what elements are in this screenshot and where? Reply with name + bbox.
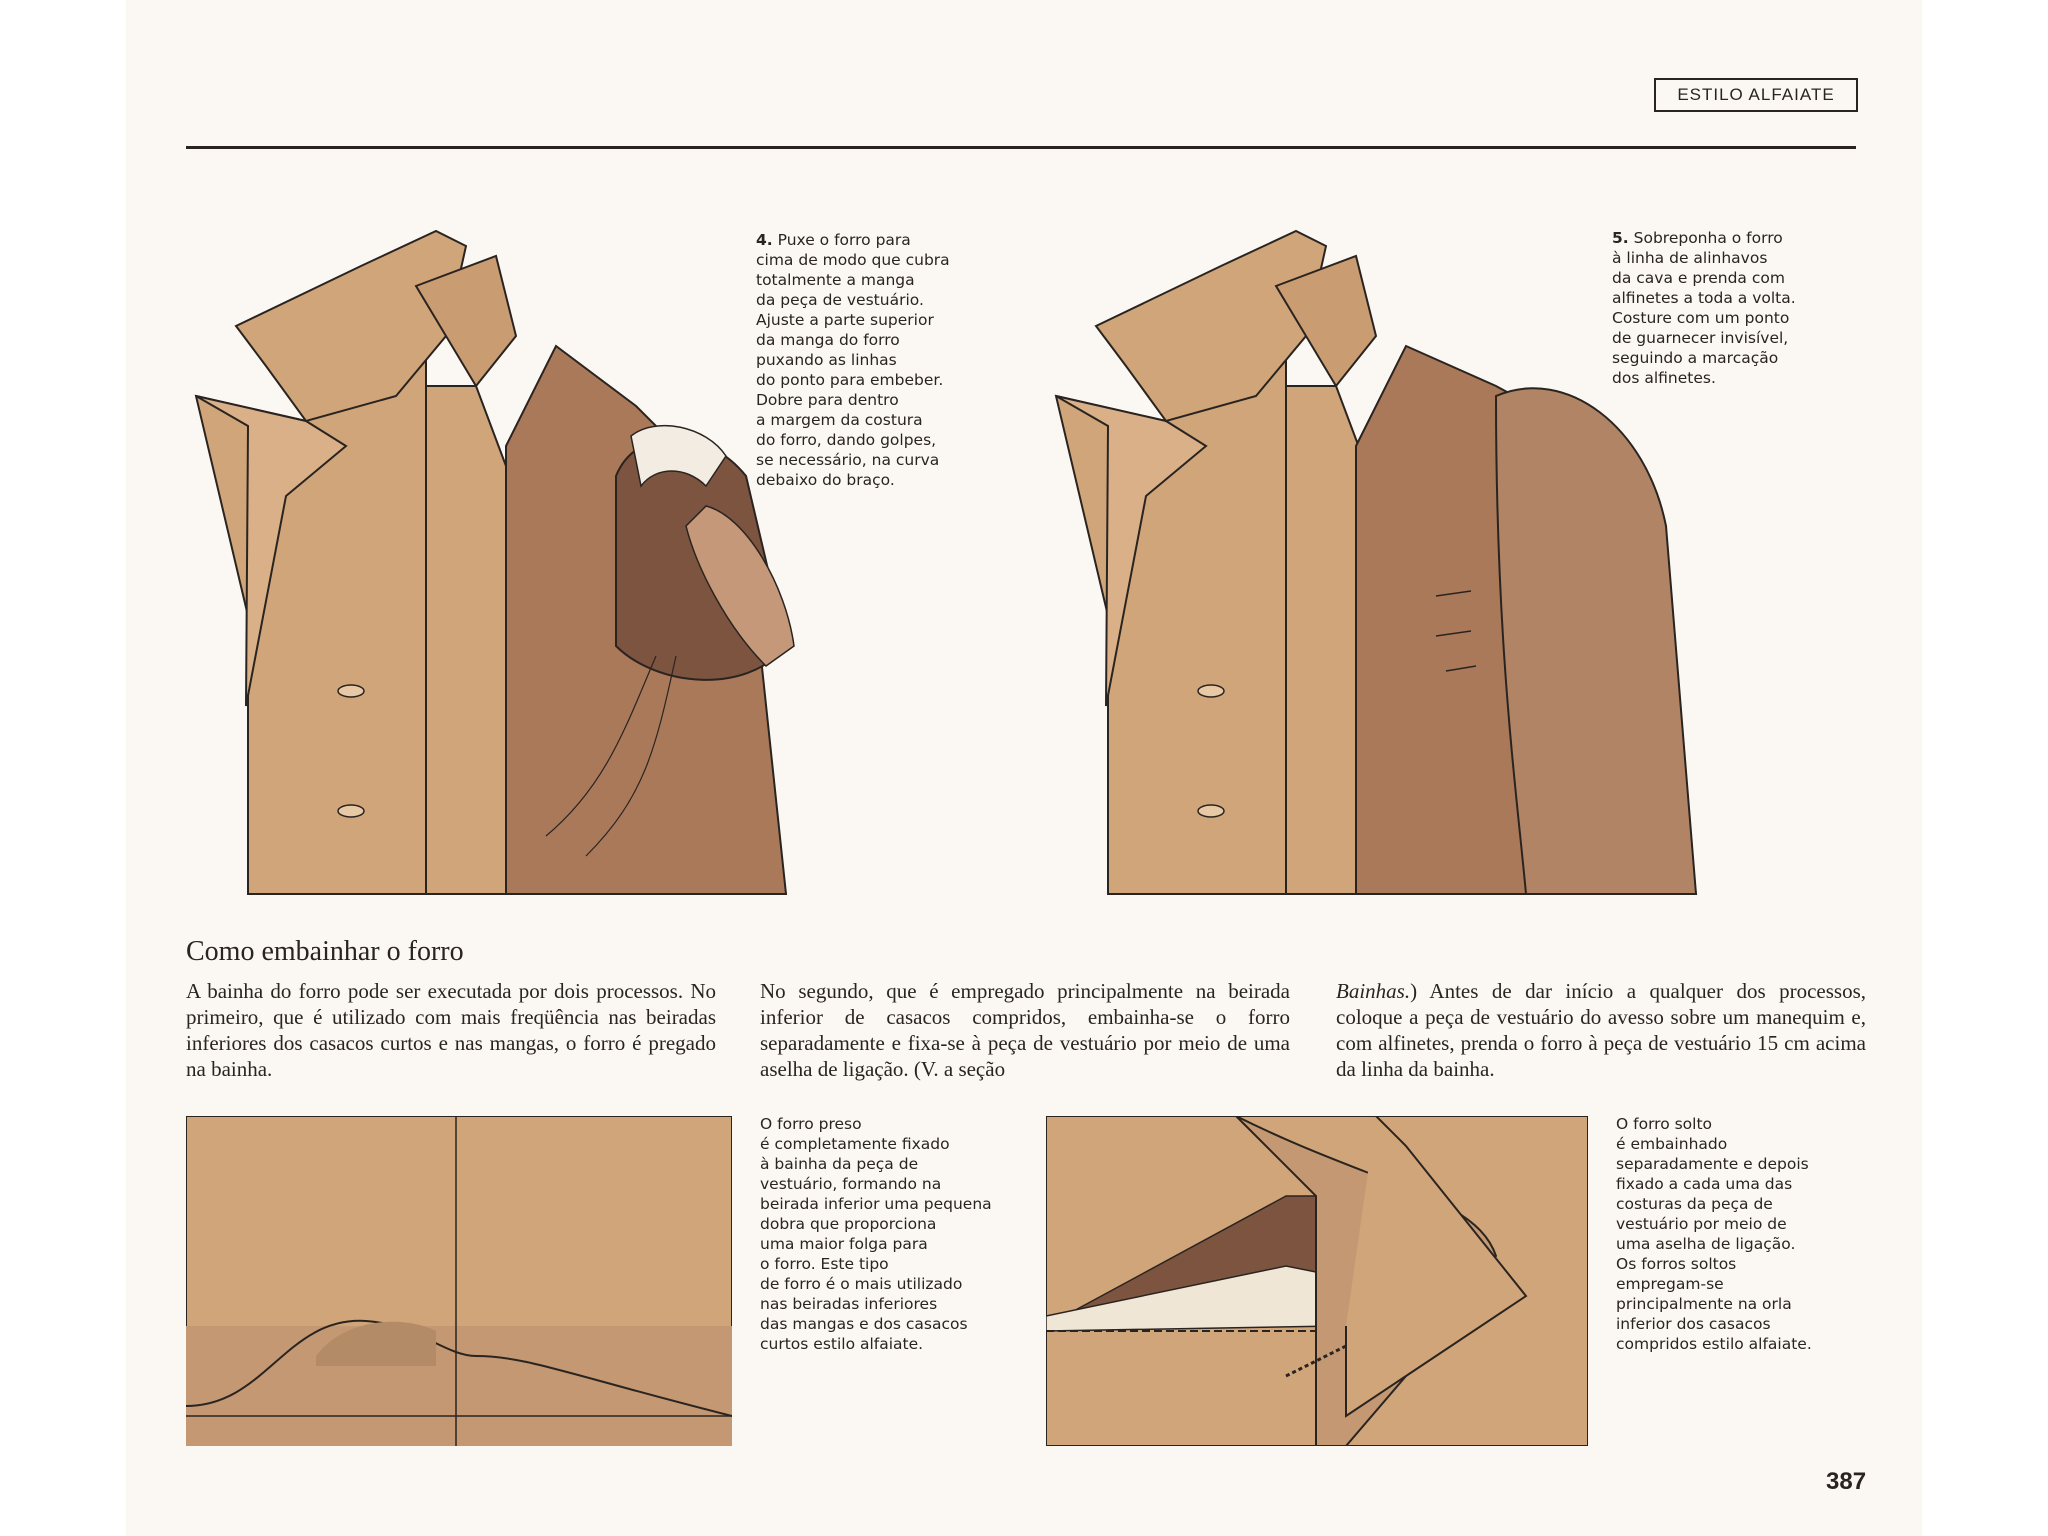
body-column-2: No segundo, que é empregado principalmente na beirada inferior de casacos compridos, embainha-se o forro separadamente e fixa-se à peça de vestuário por meio de uma aselha de ligação. (V. a seção bbox=[760, 979, 1290, 1081]
caption-text: Sobreponha o forro à linha de alinhavos da cava e prenda com alfinetes a toda a volta. Costure com um ponto de guarnecer invisível, seguindo a marcação dos alfinetes. bbox=[1612, 229, 1796, 387]
illustration-forro-solto bbox=[1046, 1116, 1588, 1446]
page-number: 387 bbox=[1826, 1468, 1867, 1495]
illustration-step-5 bbox=[1046, 226, 1706, 896]
body-column-1: A bainha do forro pode ser executada por dois processos. No primeiro, que é utilizado com mais freqüência nas beiradas inferiores dos casacos curtos e nas mangas, o forro é pregado na bainha. bbox=[186, 979, 716, 1081]
buttonhole bbox=[338, 685, 364, 697]
body-column-3-text: ) Antes de dar início a qualquer dos processos, coloque a peça de vestuário do avesso sobre um manequim e, com alfinetes, prenda o forro à peça de vestuário 15 cm acima da linha da bainha. bbox=[1336, 979, 1866, 1081]
caption-forro-preso: O forro preso é completamente fixado à bainha da peça de vestuário, formando na beirada inferior uma pequena dobra que proporciona uma maior folga para o forro. Este tipo de forro é o mais utilizado nas beiradas inferiores das mangas e dos casacos curtos estilo alfaiate. bbox=[760, 1115, 992, 1353]
illustration-step-4 bbox=[186, 226, 846, 896]
step-number: 4. bbox=[756, 231, 773, 249]
header-rule bbox=[186, 146, 1856, 149]
caption-step-5 bbox=[1612, 228, 1796, 388]
buttonhole bbox=[1198, 805, 1224, 817]
buttonhole bbox=[1198, 685, 1224, 697]
section-label: ESTILO ALFAIATE bbox=[1654, 78, 1858, 112]
caption-text: Puxe o forro para cima de modo que cubra totalmente a manga da peça de vestuário. Ajuste a parte superior da manga do forro puxando as linhas do ponto para embeber. Dobre para dentro a margem da costura do forro, dando golpes, se necessário, na curva debaixo do braço. bbox=[756, 231, 950, 489]
caption-forro-solto: O forro solto é embainhado separadamente e depois fixado a cada uma das costuras da peça de vestuário por meio de uma aselha de ligação. Os forros soltos empregam-se principalmente na orla inferior dos casacos compridos estilo alfaiate. bbox=[1616, 1115, 1812, 1353]
section-title: Como embainhar o forro bbox=[186, 936, 464, 967]
bainhas-reference: Bainhas. bbox=[1336, 979, 1411, 1003]
caption-step-4 bbox=[756, 230, 950, 490]
step-number: 5. bbox=[1612, 229, 1629, 247]
body-column-3 bbox=[1336, 978, 1866, 1082]
illustration-forro-preso bbox=[186, 1116, 732, 1446]
buttonhole bbox=[338, 805, 364, 817]
